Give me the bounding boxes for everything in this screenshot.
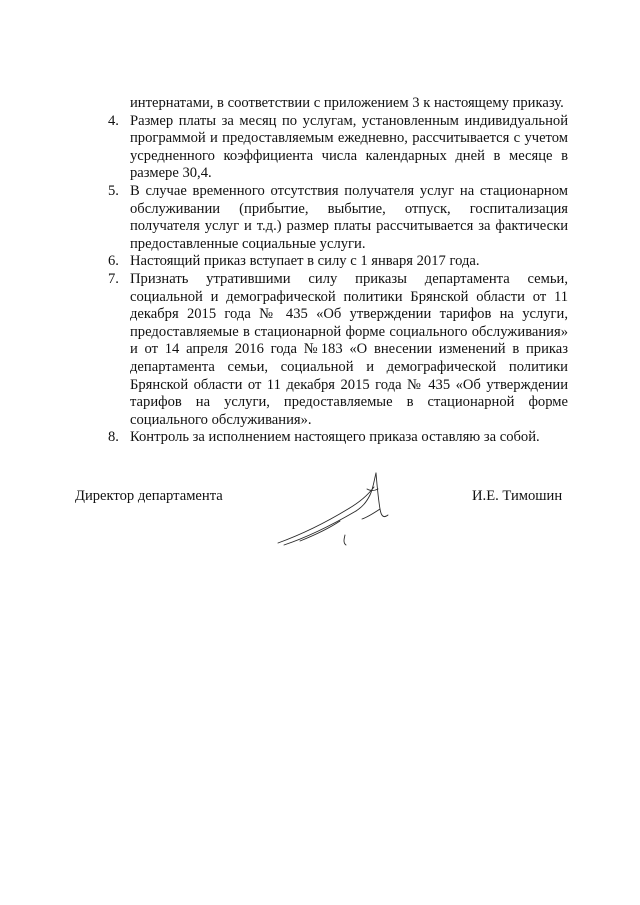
list-item-text: Размер платы за месяц по услугам, установленным индивидуальной программой и предоставляемым ежедневно, рассчитывается с учетом усредненного коэффициента числа календарных дней в месяце в размере 30,4.: [130, 112, 568, 182]
list-item-number: 6.: [108, 253, 119, 270]
continuation-paragraph: интернатами, в соответствии с приложением 3 к настоящему приказу.: [130, 95, 564, 111]
list-item-number: 5.: [108, 182, 119, 199]
list-item-number: 4.: [108, 112, 119, 129]
signatory-position: Директор департамента: [75, 488, 223, 504]
list-item-text: Настоящий приказ вступает в силу с 1 января 2017 года.: [130, 253, 480, 270]
signatory-name: И.Е. Тимошин: [472, 488, 563, 504]
document-body: [108, 95, 568, 447]
list-item: [108, 183, 568, 253]
list-item-text: В случае временного отсутствия получателя услуг на стационарном обслуживании (прибытие, выбытие, отпуск, госпитализация получателя услуг и т.д.) размер платы рассчитывается за фактически предоставленные социальные услуги.: [130, 182, 568, 252]
list-item: [108, 113, 568, 183]
list-item: [108, 429, 568, 447]
list-item-number: 7.: [108, 270, 119, 287]
list-item: [108, 253, 568, 271]
list-item-number: 8.: [108, 429, 119, 446]
list-item-text: Контроль за исполнением настоящего приказа оставляю за собой.: [130, 429, 540, 446]
list-item-text: Признать утратившими силу приказы департамента семьи, социальной и демографической политики Брянской области от 11 декабря 2015 года № 435 «Об утверждении тарифов на услуги, предоставляемые в стационарной форме социального обслуживания» и от 14 апреля 2016 года №183 «О внесении изменений в приказ департамента семьи, социальной и демографической политики Брянской области от 11 декабря 2015 года № 435 «Об утверждении тарифов на услуги, предоставляемые в стационарной форме социального обслуживания».: [130, 270, 568, 428]
handwritten-signature: [270, 465, 410, 555]
list-item: [108, 271, 568, 429]
